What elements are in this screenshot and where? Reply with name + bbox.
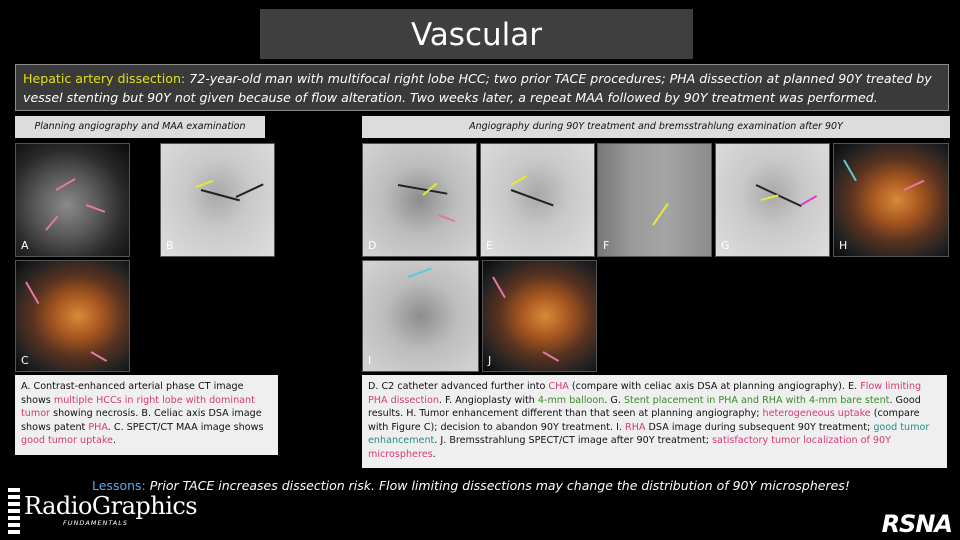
arrow-annotation [438, 214, 456, 222]
panel-label-c: C [21, 354, 29, 367]
arrow-annotation [543, 351, 560, 362]
arrow-annotation [45, 216, 58, 231]
caption-text: . C. SPECT/CT MAA image shows [107, 421, 264, 433]
caption-text: showing necrosis. B. Celiac axis DSA image shows patent [21, 408, 262, 433]
caption-highlight: Stent placement in PHA and RHA with 4-mm bare stent [623, 394, 890, 406]
radiographics-logo-text: RadioGraphics [24, 492, 198, 520]
panel-label-d: D [368, 239, 377, 252]
arrow-annotation [801, 195, 818, 206]
panel-label-e: E [486, 239, 493, 252]
caption-highlight: good tumor uptake [21, 435, 113, 446]
arrow-annotation [196, 180, 214, 188]
caption-text: (compare with celiac axis DSA at planning angiography). E. [568, 381, 861, 392]
panel-label-i: I [368, 354, 372, 367]
slide-title: Vascular [411, 17, 542, 53]
arrow-annotation [761, 194, 779, 201]
section-label-planning-text: Planning angiography and MAA examination [34, 121, 246, 132]
panel-label-f: F [603, 239, 610, 252]
rsna-logo-text: RSNA [881, 510, 952, 538]
caption-text: (compare with Figure C); decision to abandon 90Y treatment. I. [368, 408, 920, 433]
lessons-body: Prior TACE increases dissection risk. Flow limiting dissections may change the distribution of 90Y microspheres! [145, 478, 850, 493]
title-bar [260, 9, 693, 59]
arrow-annotation [492, 277, 506, 299]
panel-label-b: B [166, 239, 174, 252]
caption-text: . [112, 435, 117, 446]
panel-label-h: H [839, 239, 848, 252]
panel-label-a: A [21, 239, 29, 252]
arrow-annotation [511, 175, 528, 186]
caption-text: . F. Angioplasty with [438, 394, 538, 406]
section-label-planning [15, 116, 265, 138]
caption-text: D. C2 catheter advanced further into [368, 381, 549, 392]
caption-highlight: RHA [625, 421, 646, 433]
arrow-annotation [652, 203, 669, 225]
radiographics-logo-mark [8, 488, 20, 534]
lessons-text [92, 478, 892, 493]
radiographics-logo-sub: FUNDAMENTALS [63, 519, 128, 527]
image-panel-a [15, 143, 130, 257]
caption-highlight: Flow limiting PHA dissection [368, 381, 922, 406]
image-panel-j [482, 260, 597, 372]
caption-text: A. Contrast-enhanced arterial phase CT image shows [21, 381, 244, 406]
caption-highlight: 4-mm balloon [537, 394, 605, 406]
section-label-treatment [362, 116, 950, 138]
panel-label-j: J [488, 354, 492, 367]
caption-treatment [362, 375, 947, 468]
caption-text: DSA image during subsequent 90Y treatment; [645, 421, 874, 433]
arrow-annotation [904, 180, 925, 191]
caption-highlight: satisfactory tumor localization of 90Y microspheres [368, 435, 891, 460]
caption-text: . J. Bremsstrahlung SPECT/CT image after 90Y treatment; [434, 435, 713, 446]
caption-highlight: good tumor enhancement [368, 421, 930, 446]
caption-text: . Good results. H. Tumor enhancement different than that seen at planning angiography; [368, 394, 921, 419]
caption-highlight: PHA [88, 421, 108, 433]
arrow-annotation [843, 160, 857, 182]
image-panel-i [362, 260, 479, 372]
caption-planning [15, 375, 278, 455]
image-panel-e [480, 143, 595, 257]
panel-label-g: G [721, 239, 730, 252]
rsna-logo [882, 510, 952, 538]
image-panel-h [833, 143, 949, 257]
section-label-treatment-text: Angiography during 90Y treatment and bremsstrahlung examination after 90Y [469, 121, 843, 132]
caption-highlight: heterogeneous uptake [762, 408, 871, 419]
arrow-annotation [25, 282, 39, 305]
image-panel-d [362, 143, 477, 257]
case-lead: Hepatic artery dissection: [23, 71, 186, 86]
caption-text: . [432, 448, 436, 460]
caption-text: . G. [604, 394, 624, 406]
image-panel-c [15, 260, 130, 372]
arrow-annotation [408, 268, 432, 278]
vessel [511, 189, 554, 206]
image-panel-f [597, 143, 712, 257]
arrow-annotation [91, 351, 108, 362]
caption-highlight: multiple HCCs in right lobe with dominant tumor [21, 394, 255, 419]
vessel [201, 189, 240, 201]
image-panel-b [160, 143, 275, 257]
vessel [236, 183, 264, 197]
image-panel-g [715, 143, 830, 257]
arrow-annotation [56, 178, 76, 191]
caption-highlight: CHA [548, 381, 569, 392]
lessons-label: Lessons: [92, 478, 146, 493]
case-text: 72-year-old man with multifocal right lobe HCC; two prior TACE procedures; PHA dissection at planned 90Y treated by vessel stenting but 90Y not given because of flow alteration. Two weeks later, a repeat MAA followed by 90Y treatment was performed. [23, 71, 932, 105]
case-summary [15, 64, 949, 111]
arrow-annotation [86, 204, 105, 213]
